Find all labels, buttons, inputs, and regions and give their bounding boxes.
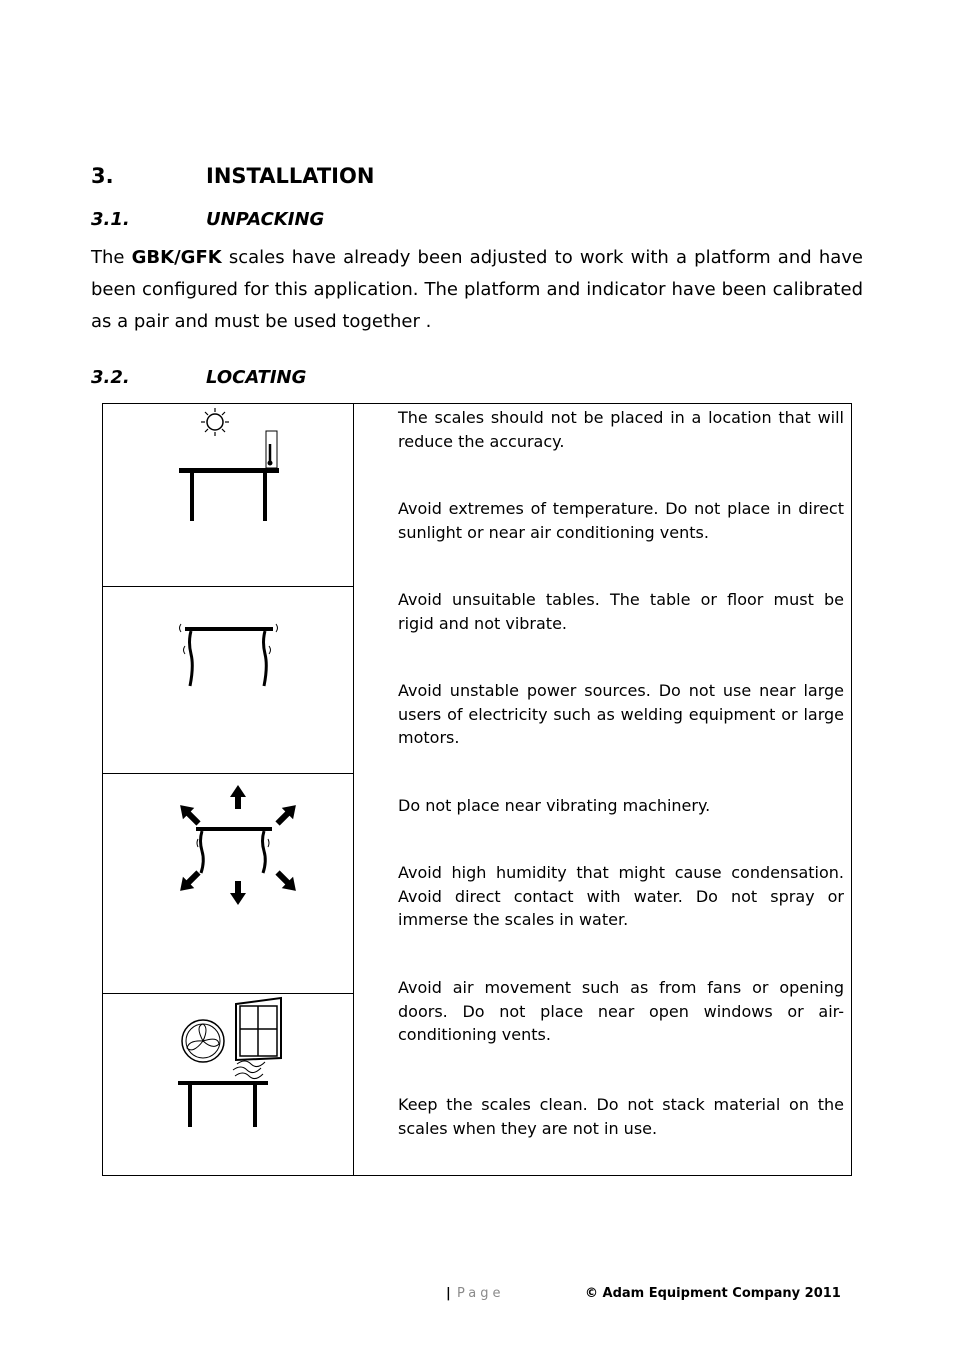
icon-cell-air [103,993,353,1176]
locating-title: LOCATING [206,367,307,388]
icon-cell-temperature [103,404,353,586]
unpacking-text: scales have already been adjusted to work with a platform and have been configured for this application. The platform and indicator have been calibrated as a pair and must be used together . [91,247,863,332]
footer-separator: | [446,1286,451,1301]
unpacking-heading [91,209,324,230]
icon-cell-vibration [103,586,353,773]
sun-thermometer-table-icon [173,404,283,524]
unpacking-paragraph [91,242,863,338]
section-title: INSTALLATION [206,164,375,188]
model-name: GBK/GFK [131,247,222,268]
locating-heading [91,367,306,388]
unpacking-text-prefix: The [91,247,132,268]
rule-item: Avoid air movement such as from fans or opening doors. Do not place near open windows or air-conditioning vents. [398,978,844,1044]
table-divider [353,404,354,1175]
section-heading [91,164,374,188]
footer-page-label: Page [457,1286,505,1301]
vibrating-table-icon [175,620,285,690]
rule-item: Avoid unstable power sources. Do not use near large users of electricity such as welding equipment or large motors. [398,681,844,747]
rule-item: Avoid unsuitable tables. The table or floor must be rigid and not vibrate. [398,590,844,633]
unpacking-title: UNPACKING [206,209,325,230]
locating-table [102,403,852,1176]
rule-item: Keep the scales clean. Do not stack material on the scales when they are not in use. [398,1095,844,1138]
footer-copyright: © Adam Equipment Company 2011 [585,1286,841,1301]
unpacking-number: 3.1. [91,209,130,230]
fan-window-table-icon [173,996,288,1131]
rule-item: Avoid extremes of temperature. Do not place in direct sunlight or near air conditioning vents. [398,499,844,542]
locating-number: 3.2. [91,367,130,388]
rule-item: Do not place near vibrating machinery. [398,796,711,815]
rule-item: The scales should not be placed in a location that will reduce the accuracy. [398,408,844,451]
icon-cell-power [103,773,353,993]
rule-item: Avoid high humidity that might cause condensation. Avoid direct contact with water. Do not spray or immerse the scales in water. [398,863,844,929]
section-number: 3. [91,164,114,188]
power-arrows-table-icon [168,783,303,908]
